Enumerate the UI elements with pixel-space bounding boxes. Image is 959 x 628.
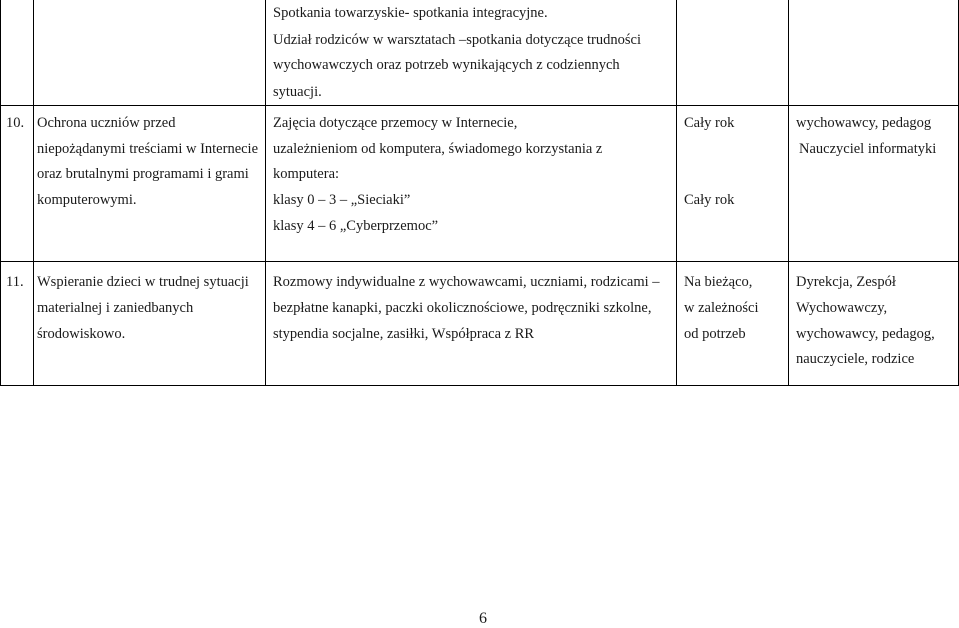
prev-content-line-2: Udział rodziców w warsztatach –spotkania dotyczące trudności bbox=[273, 32, 641, 48]
row-11-content-line-3: stypendia socjalne, zasiłki, Współpraca z RR bbox=[273, 326, 535, 342]
row-11-task-line-3: środowiskowo. bbox=[37, 326, 126, 342]
row-10-term-1: Cały rok bbox=[684, 115, 735, 131]
prev-content-line-4: sytuacji. bbox=[273, 84, 322, 100]
row-10-content-line-3: komputera: bbox=[273, 166, 340, 182]
row-10-content-line-4: klasy 0 – 3 – „Sieciaki” bbox=[273, 192, 411, 208]
row-11-responsible-4: nauczyciele, rodzice bbox=[796, 351, 915, 367]
table-left-border bbox=[0, 0, 1, 386]
row-divider-2 bbox=[0, 261, 959, 262]
row-10-task-line-2: niepożądanymi treściami w Internecie bbox=[37, 141, 259, 157]
row-11-content-line-1: Rozmowy indywidualne z wychowawcami, uczniami, rodzicami – bbox=[273, 274, 660, 290]
row-11-responsible-1: Dyrekcja, Zespół bbox=[796, 274, 896, 290]
row-10-task-line-3: oraz brutalnymi programami i grami bbox=[37, 166, 249, 182]
row-10-responsible-1: wychowawcy, pedagog bbox=[796, 115, 932, 131]
row-11-term-2: w zależności bbox=[684, 300, 759, 316]
row-10-number: 10. bbox=[6, 115, 25, 131]
row-11-content-line-2: bezpłatne kanapki, paczki okolicznościowe, podręczniki szkolne, bbox=[273, 300, 652, 316]
table-bottom-border bbox=[0, 385, 959, 386]
column-divider-4 bbox=[788, 0, 789, 386]
prev-content-line-1: Spotkania towarzyskie- spotkania integracyjne. bbox=[273, 5, 548, 21]
page-number: 6 bbox=[479, 610, 487, 627]
row-11-responsible-2: Wychowawczy, bbox=[796, 300, 888, 316]
row-11-task-line-1: Wspieranie dzieci w trudnej sytuacji bbox=[37, 274, 249, 290]
prev-content-line-3: wychowawczych oraz potrzeb wynikających z codziennych bbox=[273, 57, 620, 73]
row-11-number: 11. bbox=[6, 274, 24, 290]
row-11-responsible-3: wychowawcy, pedagog, bbox=[796, 326, 935, 342]
row-11-term-3: od potrzeb bbox=[684, 326, 746, 342]
row-10-content-line-1: Zajęcia dotyczące przemocy w Internecie, bbox=[273, 115, 518, 131]
column-divider-1 bbox=[33, 0, 34, 386]
row-10-content-line-2: uzależnieniom od komputera, świadomego korzystania z bbox=[273, 141, 603, 157]
row-10-responsible-2: Nauczyciel informatyki bbox=[799, 141, 937, 157]
row-11-term-1: Na bieżąco, bbox=[684, 274, 753, 290]
row-divider-1 bbox=[0, 105, 959, 106]
row-10-term-2: Cały rok bbox=[684, 192, 735, 208]
row-10-task-line-4: komputerowymi. bbox=[37, 192, 137, 208]
row-10-content-line-5: klasy 4 – 6 „Cyberprzemoc” bbox=[273, 218, 439, 234]
row-10-task-line-1: Ochrona uczniów przed bbox=[37, 115, 176, 131]
column-divider-3 bbox=[676, 0, 677, 386]
row-11-task-line-2: materialnej i zaniedbanych bbox=[37, 300, 194, 316]
column-divider-2 bbox=[265, 0, 266, 386]
